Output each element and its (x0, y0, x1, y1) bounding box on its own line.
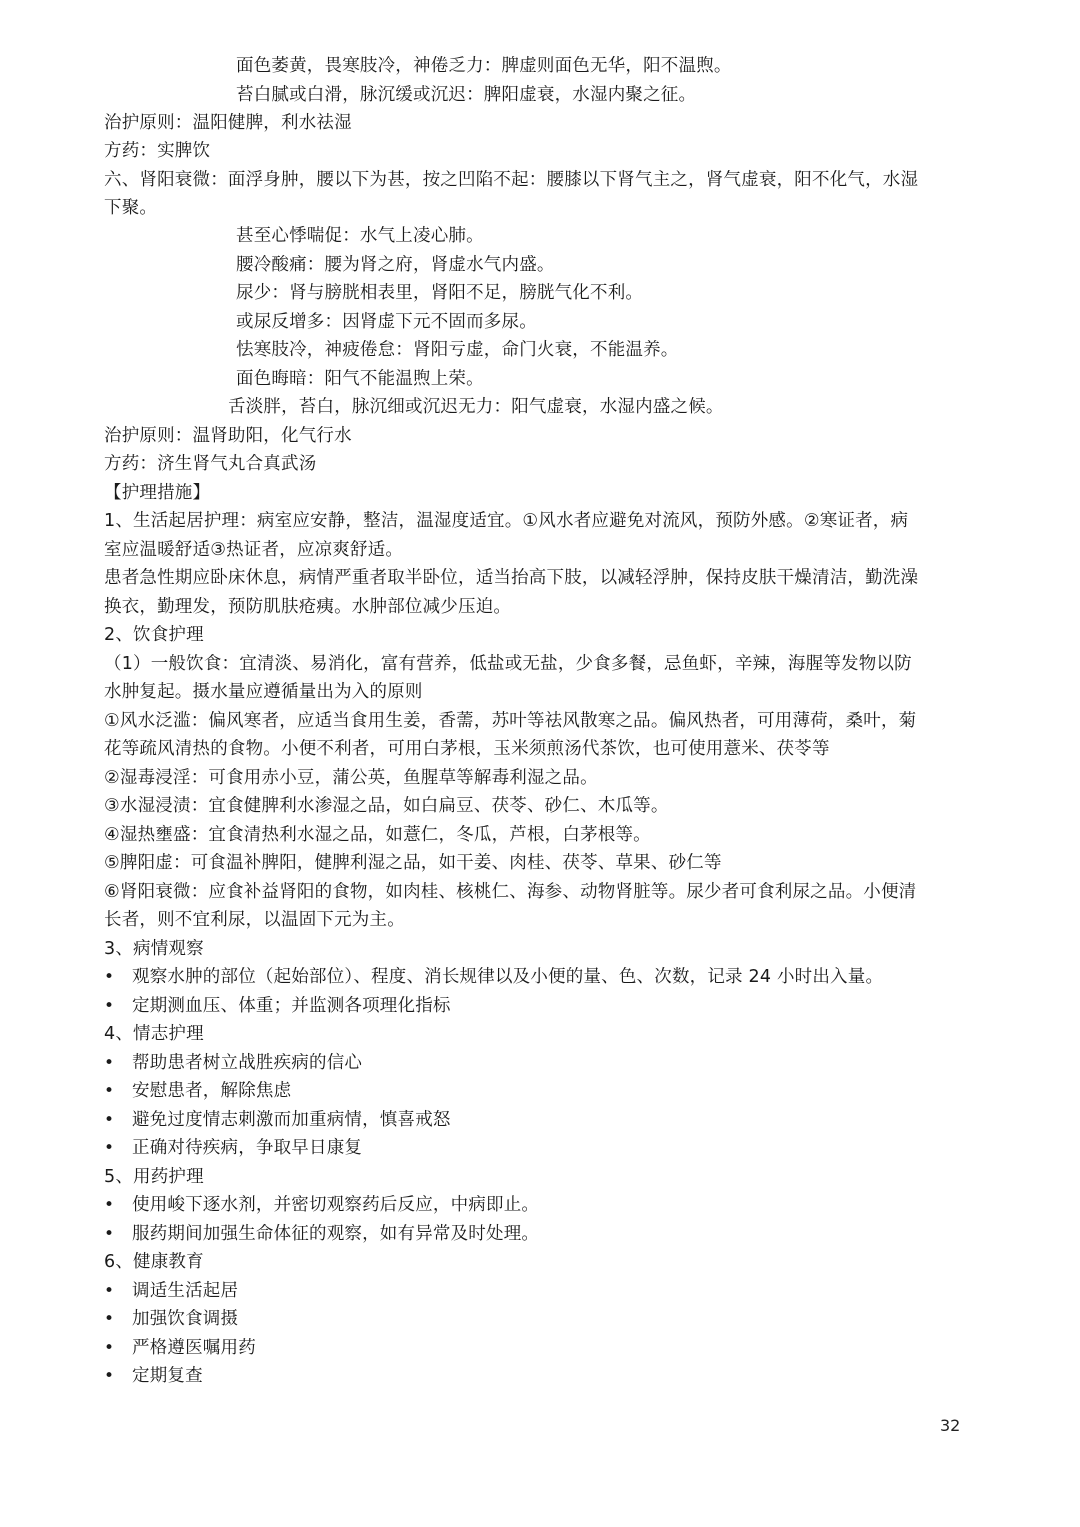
section-heading: 4、情志护理 (104, 1024, 204, 1044)
bullet: • (104, 1195, 115, 1215)
list-item-text: 正确对待疾病，争取早日康复 (132, 1138, 363, 1158)
list-item-text: 观察水肿的部位（起始部位）、程度、消长规律以及小便的量、色、次数，记录 24 小时出入量。 (132, 967, 884, 987)
bullet: • (104, 1281, 115, 1301)
text-line: 花等疏风清热的食物。小便不利者，可用白茅根，玉米须煎汤代茶饮，也可使用薏米、茯苓等 (104, 739, 830, 759)
bullet: • (104, 1081, 115, 1101)
text-line: ①风水泛滥：偏风寒者，应适当食用生姜，香薷，苏叶等祛风散寒之品。偏风热者，可用薄荷，桑叶，菊 (104, 711, 917, 731)
section-heading: 3、病情观察 (104, 939, 204, 959)
section-heading: 【护理措施】 (104, 483, 211, 503)
list-item-text: 使用峻下逐水剂，并密切观察药后反应，中病即止。 (132, 1195, 540, 1215)
text-line: 患者急性期应卧床休息，病情严重者取半卧位，适当抬高下肢，以减轻浮肿，保持皮肤干燥清洁，勤洗澡 (104, 568, 919, 588)
list-item-text: 定期复查 (132, 1366, 203, 1386)
bullet: • (104, 1338, 115, 1358)
list-item (104, 992, 451, 1020)
bullet: • (104, 1138, 115, 1158)
section-heading: 5、用药护理 (104, 1167, 204, 1187)
list-item (104, 963, 883, 991)
bullet: • (104, 1366, 115, 1386)
list-item-text: 避免过度情志刺激而加重病情，慎喜戒怒 (132, 1110, 451, 1130)
page-number: 32 (940, 1416, 961, 1435)
list-item (104, 1362, 203, 1390)
text-line: 面色萎黄，畏寒肢冷，神倦乏力：脾虚则面色无华，阳不温煦。 (236, 56, 732, 76)
text-line: 六、肾阳衰微：面浮身肿，腰以下为甚，按之凹陷不起：腰膝以下肾气主之，肾气虚衰，阳不化气，水湿 (104, 170, 919, 190)
bullet: • (104, 1053, 115, 1073)
list-item (104, 1134, 362, 1162)
list-item (104, 1049, 362, 1077)
list-item-text: 安慰患者，解除焦虑 (132, 1081, 292, 1101)
text-line: 换衣，勤理发，预防肌肤疮痍。水肿部位减少压迫。 (104, 597, 512, 617)
bullet: • (104, 996, 115, 1016)
list-item-text: 严格遵医嘱用药 (132, 1338, 256, 1358)
text-line: ⑥肾阳衰微：应食补益肾阳的食物，如肉桂、核桃仁、海参、动物肾脏等。尿少者可食利尿之品。小便清 (104, 882, 917, 902)
text-line: 甚至心悸喘促：水气上凌心肺。 (236, 226, 484, 246)
section-heading: 6、健康教育 (104, 1252, 204, 1272)
list-item-text: 调适生活起居 (132, 1281, 239, 1301)
text-line: 腰冷酸痛：腰为肾之府，肾虚水气内盛。 (236, 255, 555, 275)
list-item-text: 帮助患者树立战胜疾病的信心 (132, 1053, 363, 1073)
text-line: 或尿反增多：因肾虚下元不固而多尿。 (236, 312, 537, 332)
text-line: 苔白腻或白滑，脉沉缓或沉迟：脾阳虚衰，水湿内聚之征。 (236, 85, 697, 105)
list-item-text: 加强饮食调摄 (132, 1309, 239, 1329)
text-line: 面色晦暗：阳气不能温煦上荣。 (236, 369, 484, 389)
text-line: （1）一般饮食：宜清淡、易消化，富有营养，低盐或无盐，少食多餐，忌鱼虾，辛辣，海腥等发物以防 (104, 654, 912, 674)
text-line: 怯寒肢冷，神疲倦怠：肾阳亏虚，命门火衰，不能温养。 (236, 340, 679, 360)
list-item-text: 定期测血压、体重；并监测各项理化指标 (132, 996, 451, 1016)
text-line: ③水湿浸渍：宜食健脾利水渗湿之品，如白扁豆、茯苓、砂仁、木瓜等。 (104, 796, 669, 816)
text-line: 尿少：肾与膀胱相表里，肾阳不足，膀胱气化不利。 (236, 283, 644, 303)
text-line: ④湿热壅盛：宜食清热利水湿之品，如薏仁，冬瓜，芦根，白茅根等。 (104, 825, 651, 845)
list-item (104, 1305, 238, 1333)
text-line: 方药：实脾饮 (104, 141, 211, 161)
text-line: 舌淡胖，苔白，脉沉细或沉迟无力：阳气虚衰，水湿内盛之候。 (228, 397, 724, 417)
list-item (104, 1277, 238, 1305)
bullet: • (104, 967, 115, 987)
bullet: • (104, 1309, 115, 1329)
text-line: ②湿毒浸淫：可食用赤小豆，蒲公英，鱼腥草等解毒利湿之品。 (104, 768, 598, 788)
text-line: 方药：济生肾气丸合真武汤 (104, 454, 317, 474)
text-line: 下聚。 (104, 198, 158, 218)
section-heading: 2、饮食护理 (104, 625, 204, 645)
list-item (104, 1334, 256, 1362)
text-line: 水肿复起。摄水量应遵循量出为入的原则 (104, 682, 423, 702)
list-item (104, 1191, 539, 1219)
list-item (104, 1220, 539, 1248)
list-item-text: 服药期间加强生命体征的观察，如有异常及时处理。 (132, 1224, 540, 1244)
list-item (104, 1077, 291, 1105)
text-line: 治护原则：温阳健脾，利水祛湿 (104, 113, 352, 133)
text-line: ⑤脾阳虚：可食温补脾阳，健脾利湿之品，如干姜、肉桂、茯苓、草果、砂仁等 (104, 853, 722, 873)
text-line: 长者，则不宜利尿，以温固下元为主。 (104, 910, 405, 930)
text-line: 室应温暖舒适③热证者，应凉爽舒适。 (104, 540, 404, 560)
text-line: 治护原则：温肾助阳，化气行水 (104, 426, 352, 446)
bullet: • (104, 1224, 115, 1244)
text-line: 1、生活起居护理：病室应安静，整洁，温湿度适宜。①风水者应避免对流风，预防外感。②寒证者，病 (104, 511, 909, 531)
list-item (104, 1106, 451, 1134)
bullet: • (104, 1110, 115, 1130)
